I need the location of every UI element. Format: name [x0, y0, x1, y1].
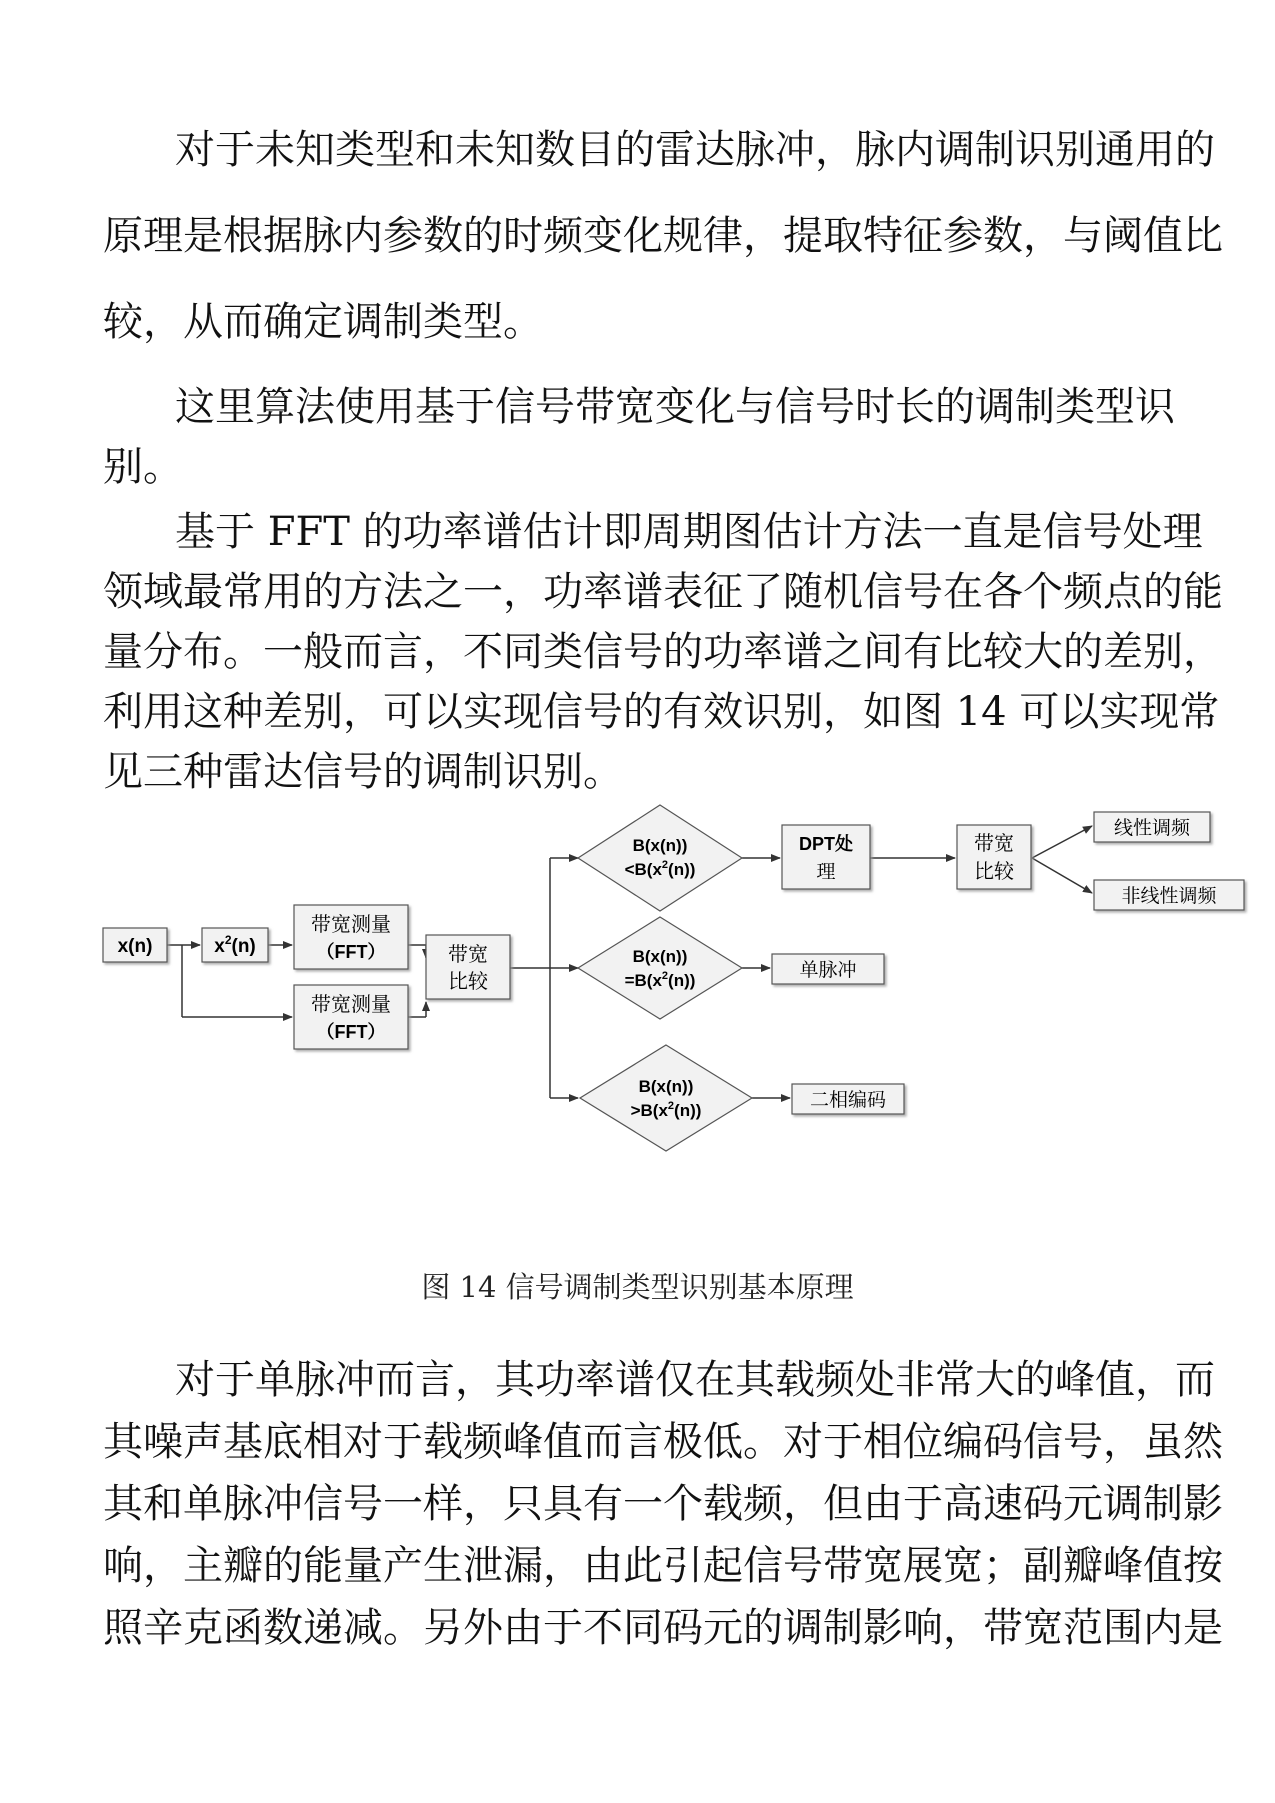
compare2-line1: 带宽 — [974, 833, 1014, 855]
decision-equal — [578, 917, 742, 1019]
measure2-line1: 带宽测量 — [311, 994, 391, 1016]
bandwidth-measure-box-1 — [294, 905, 408, 969]
text-line: 见三种雷达信号的调制识别。 — [103, 749, 623, 795]
cond-less-line1: B(x(n)) — [632, 836, 688, 855]
cond-greater-line2: $>B(x^2(n))$ — [630, 1100, 702, 1120]
compare-line1: 带宽 — [448, 944, 488, 966]
text-line: 基于 FFT 的功率谱估计即周期图估计方法一直是信号处理 — [175, 509, 1203, 555]
text-line: 领域最常用的方法之一，功率谱表征了随机信号在各个频点的能 — [103, 569, 1223, 615]
text-line: 对于未知类型和未知数目的雷达脉冲，脉内调制识别通用的 — [175, 127, 1215, 173]
output-linear — [1094, 812, 1210, 842]
text-line: 量分布。一般而言，不同类信号的功率谱之间有比较大的差别， — [103, 629, 1223, 675]
output-bpsk-label: 二相编码 — [809, 1090, 887, 1111]
figure-caption: 图 14 信号调制类型识别基本原理 — [421, 1270, 854, 1304]
measure1-line1: 带宽测量 — [311, 914, 391, 936]
bandwidth-compare-box-2 — [957, 825, 1031, 889]
decision-greater — [580, 1045, 752, 1151]
text-line: 利用这种差别，可以实现信号的有效识别，如图 14 可以实现常 — [103, 689, 1220, 735]
compare-line2: 比较 — [448, 971, 488, 993]
output-nonlinear-label: 非线性调频 — [1121, 886, 1217, 907]
cond-equal-line1: B(x(n)) — [632, 947, 688, 966]
text-line: 对于单脉冲而言，其功率谱仅在其载频处非常大的峰值，而 — [175, 1357, 1215, 1403]
dpt-box — [782, 825, 870, 889]
text-line: 较，从而确定调制类型。 — [103, 299, 543, 345]
text-line: 其噪声基底相对于载频峰值而言极低。对于相位编码信号，虽然 — [103, 1419, 1223, 1465]
bandwidth-measure-box-2 — [294, 985, 408, 1049]
square-label: $x^2(n)$ — [214, 933, 256, 957]
output-single-label: 单脉冲 — [799, 960, 857, 981]
decision-less — [578, 805, 742, 911]
text-line: 别。 — [103, 444, 183, 490]
cond-less-line2: $<B(x^2(n))$ — [624, 859, 696, 879]
measure1-line2: （FFT） — [316, 942, 386, 962]
output-single-pulse — [772, 954, 884, 984]
text-line: 响，主瓣的能量产生泄漏，由此引起信号带宽展宽；副瓣峰值按 — [103, 1543, 1223, 1589]
compare2-line2: 比较 — [974, 861, 1014, 883]
dpt-line2: 理 — [816, 862, 836, 883]
input-box — [103, 928, 167, 962]
bandwidth-compare-box — [426, 935, 510, 999]
dpt-line1: DPT处 — [799, 834, 853, 854]
output-linear-label: 线性调频 — [1113, 818, 1191, 839]
text-line: 原理是根据脉内参数的时频变化规律，提取特征参数，与阈值比 — [103, 213, 1223, 259]
output-bpsk — [792, 1084, 904, 1114]
text-line: 其和单脉冲信号一样，只具有一个载频，但由于高速码元调制影 — [103, 1481, 1223, 1527]
measure2-line2: （FFT） — [316, 1022, 386, 1042]
input-label: x(n) — [117, 936, 153, 957]
output-nonlinear — [1094, 880, 1244, 910]
text-line: 照辛克函数递减。另外由于不同码元的调制影响，带宽范围内是 — [103, 1605, 1223, 1651]
text-line: 这里算法使用基于信号带宽变化与信号时长的调制类型识 — [175, 384, 1175, 430]
cond-equal-line2: $=B(x^2(n))$ — [624, 970, 696, 990]
square-box — [202, 928, 268, 962]
cond-greater-line1: B(x(n)) — [638, 1077, 694, 1096]
